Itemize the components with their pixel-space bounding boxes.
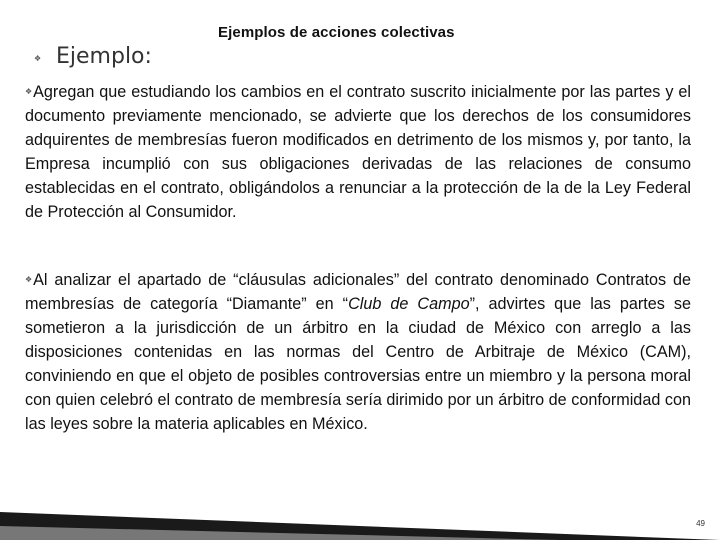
paragraph-2-italic: Club de Campo [348,295,470,313]
slide-heading: Ejemplos de acciones colectivas [218,24,455,41]
bullet-icon: ❖ [25,275,33,284]
page-number: 49 [696,519,705,528]
paragraph-2 [25,268,691,436]
slide-subtitle: Ejemplo: [56,44,152,69]
bullet-icon: ❖ [25,87,33,96]
paragraph-1-text: Agregan que estudiando los cambios en el contrato suscrito inicialmente por las partes y el documento previamente mencionado, se advierte que los derechos de los consumidores adquirentes de membresías fueron modificados en detrimento de los mismos y, por tanto, la Empresa incumplió con sus obligaciones derivadas de las relaciones de consumo establecidas en el contrato, obligándolos a renunciar a la protección de la de la Ley Federal de Protección al Consumidor. [25,83,691,221]
paragraph-2-text-end: ”, advirtes que las partes se sometieron a la jurisdicción de un árbitro en la ciudad de México con arreglo a las disposiciones contenidas en las normas del Centro de Arbitraje de México (CAM), conviniendo en que el objeto de posibles controversias entre un miembro y la persona moral con quien celebró el contrato de membresía sería dirimido por un árbitro de conformidad con las leyes sobre la materia aplicables en México. [25,295,692,433]
bullet-icon: ❖ [34,54,42,63]
paragraph-2-text-start: Al analizar el apartado de “cláusulas adicionales” del contrato denominado Contratos de membresías de categoría “Diamante” en “ [25,271,691,313]
paragraph-1 [25,80,691,224]
decorative-wedge [0,450,720,540]
